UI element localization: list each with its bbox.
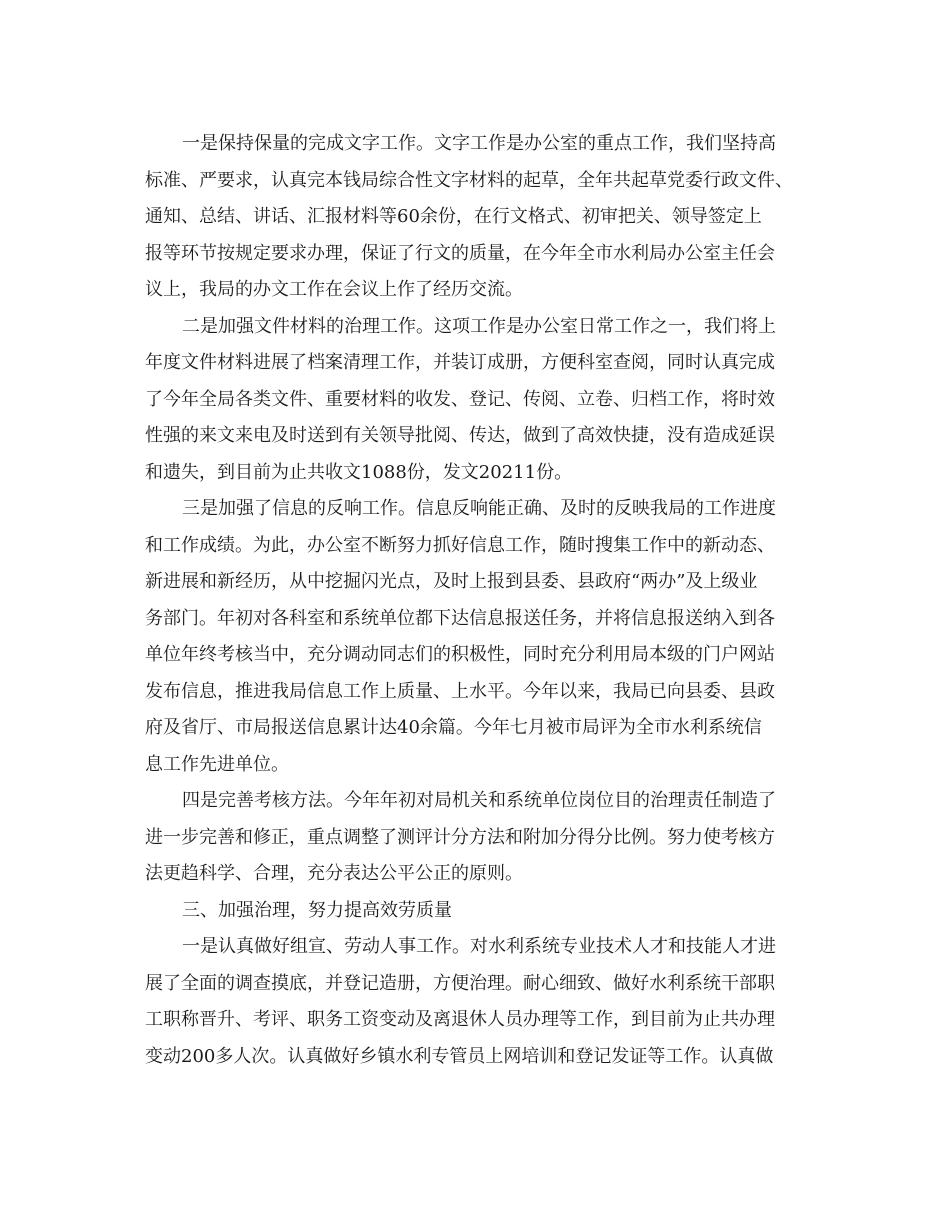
paragraph-line: 一是认真做好组宣、劳动人事工作。对水利系统专业技术人才和技能人才进 <box>182 936 776 957</box>
paragraph-line: 工职称晋升、考评、职务工资变动及离退休人员办理等工作，到目前为止共办理 <box>145 1009 775 1030</box>
paragraph-line: 府及省厅、市局报送信息累计达40余篇。今年七月被市局评为全市水利系统信 <box>145 717 762 738</box>
paragraph-line: 务部门。年初对各科室和系统单位都下达信息报送任务，并将信息报送纳入到各 <box>145 607 775 629</box>
paragraph-line: 展了全面的调查摸底，并登记造册，方便治理。耐心细致、做好水利系统干部职 <box>145 972 775 994</box>
paragraph-line: 一是保持保量的完成文字工作。文字工作是办公室的重点工作，我们坚持高 <box>182 133 776 154</box>
paragraph-line: 二是加强文件材料的治理工作。这项工作是办公室日常工作之一，我们将上 <box>182 315 776 337</box>
paragraph-line: 性强的来文来电及时送到有关领导批阅、传达，做到了高效快捷，没有造成延误 <box>145 425 775 446</box>
paragraph-line: 和工作成绩。为此，办公室不断努力抓好信息工作，随时搜集工作中的新动态、 <box>145 534 775 556</box>
paragraph-line: 三是加强了信息的反响工作。信息反响能正确、及时的反映我局的工作进度 <box>182 498 776 519</box>
section-heading: 三、加强治理，努力提高效劳质量 <box>182 899 452 921</box>
paragraph-line: 发布信息，推进我局信息工作上质量、上水平。今年以来，我局已向县委、县政 <box>145 680 775 702</box>
document-body <box>145 126 810 1075</box>
paragraph-line: 法更趋科学、合理，充分表达公平公正的原则。 <box>145 863 523 884</box>
paragraph-line: 年度文件材料进展了档案清理工作，并装订成册，方便科室查阅，同时认真完成 <box>145 352 775 373</box>
paragraph-line: 变动200多人次。认真做好乡镇水利专管员上网培训和登记发证等工作。认真做 <box>145 1045 774 1067</box>
paragraph-line: 四是完善考核方法。今年年初对局机关和系统单位岗位目的治理责任制造了 <box>182 790 776 811</box>
paragraph-line: 了今年全局各类文件、重要材料的收发、登记、传阅、立卷、归档工作，将时效 <box>145 388 775 410</box>
paragraph-line: 议上，我局的办文工作在会议上作了经历交流。 <box>145 279 523 300</box>
paragraph-line: 通知、总结、讲话、汇报材料等60余份，在行文格式、初审把关、领导签定上 <box>145 206 762 227</box>
paragraph-line: 和遗失，到目前为止共收文1088份，发文20211份。 <box>145 461 573 483</box>
paragraph-line: 息工作先进单位。 <box>145 753 289 775</box>
paragraph-line: 单位年终考核当中，充分调动同志们的积极性，同时充分利用局本级的门户网站 <box>145 644 775 665</box>
paragraph-line: 报等环节按规定要求办理，保证了行文的质量，在今年全市水利局办公室主任会 <box>145 242 775 264</box>
paragraph-line: 进一步完善和修正，重点调整了测评计分方法和附加分得分比例。努力使考核方 <box>145 826 775 848</box>
paragraph-line: 标准、严要求，认真完本钱局综合性文字材料的起草，全年共起草党委行政文件、 <box>145 169 793 191</box>
paragraph-line: 新进展和新经历，从中挖掘闪光点，及时上报到县委、县政府“两办”及上级业 <box>145 571 758 592</box>
